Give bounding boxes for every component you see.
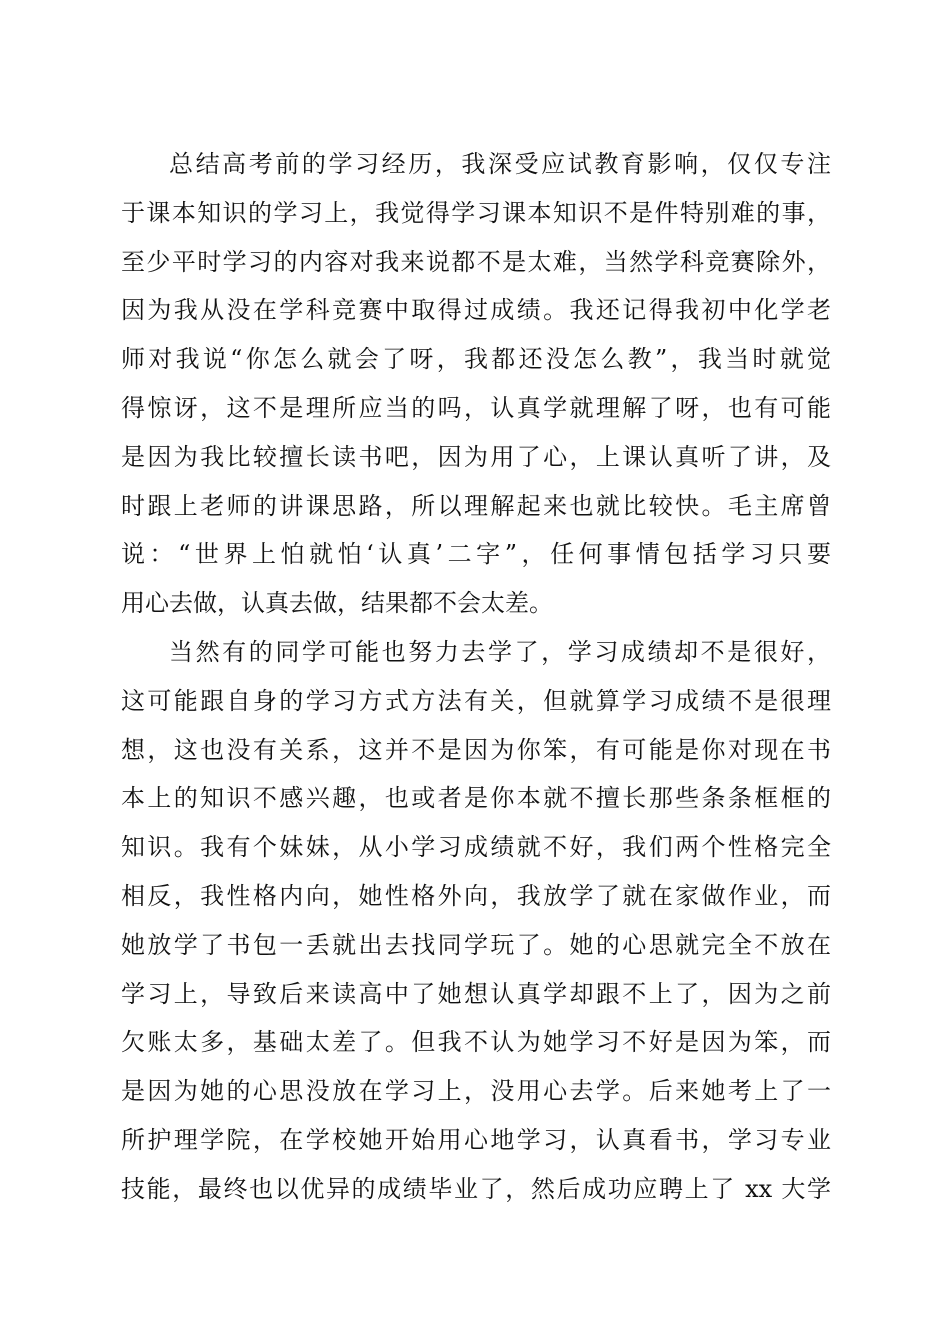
paragraph-1-line-8: 时跟上老师的讲课思路，所以理解起来也就比较快。毛主席曾: [121, 491, 831, 520]
body-text: [121, 140, 831, 1214]
paragraph-2-line-12: 技能，最终也以优异的成绩毕业了，然后成功应聘上了 xx 大学: [121, 1174, 831, 1203]
paragraph-2-line-5: 知识。我有个妹妹，从小学习成绩就不好，我们两个性格完全: [121, 833, 831, 862]
paragraph-2-line-4: 本上的知识不感兴趣，也或者是你本就不擅长那些条条框框的: [121, 784, 831, 813]
paragraph-2-line-3: 想，这也没有关系，这并不是因为你笨，有可能是你对现在书: [121, 735, 831, 764]
paragraph-1-line-6: 得惊讶，这不是理所应当的吗，认真学就理解了呀，也有可能: [121, 393, 831, 422]
paragraph-2-line-7: 她放学了书包一丢就出去找同学玩了。她的心思就完全不放在: [121, 930, 831, 959]
paragraph-2-line-10: 是因为她的心思没放在学习上，没用心去学。后来她考上了一: [121, 1077, 831, 1106]
paragraph-1-line-4: 因为我从没在学科竞赛中取得过成绩。我还记得我初中化学老: [121, 296, 831, 325]
paragraph-1-line-5: 师对我说“你怎么就会了呀，我都还没怎么教”，我当时就觉: [121, 345, 831, 374]
paragraph-1-line-1: 总结高考前的学习经历，我深受应试教育影响，仅仅专注: [169, 150, 831, 178]
paragraph-1-line-2: 于课本知识的学习上，我觉得学习课本知识不是件特别难的事，: [121, 198, 831, 227]
paragraph-2-line-1: 当然有的同学可能也努力去学了，学习成绩却不是很好，: [169, 637, 831, 666]
paragraph-2-line-11: 所护理学院，在学校她开始用心地学习，认真看书，学习专业: [121, 1125, 831, 1154]
paragraph-2-line-9: 欠账太多，基础太差了。但我不认为她学习不好是因为笨，而: [121, 1028, 831, 1057]
paragraph-2-line-8: 学习上，导致后来读高中了她想认真学却跟不上了，因为之前: [121, 979, 831, 1008]
paragraph-1-line-7: 是因为我比较擅长读书吧，因为用了心，上课认真听了讲，及: [121, 442, 831, 471]
paragraph-2-line-6: 相反，我性格内向，她性格外向，我放学了就在家做作业，而: [121, 881, 831, 910]
paragraph-1-line-10: 用心去做，认真去做，结果都不会太差。: [121, 589, 553, 618]
paragraph-1-line-9: 说：“世界上怕就怕‘认真’二字”，任何事情包括学习只要: [121, 540, 831, 569]
paragraph-1-line-3: 至少平时学习的内容对我来说都不是太难，当然学科竞赛除外，: [121, 247, 831, 276]
paragraph-2-line-2: 这可能跟自身的学习方式方法有关，但就算学习成绩不是很理: [121, 686, 831, 715]
